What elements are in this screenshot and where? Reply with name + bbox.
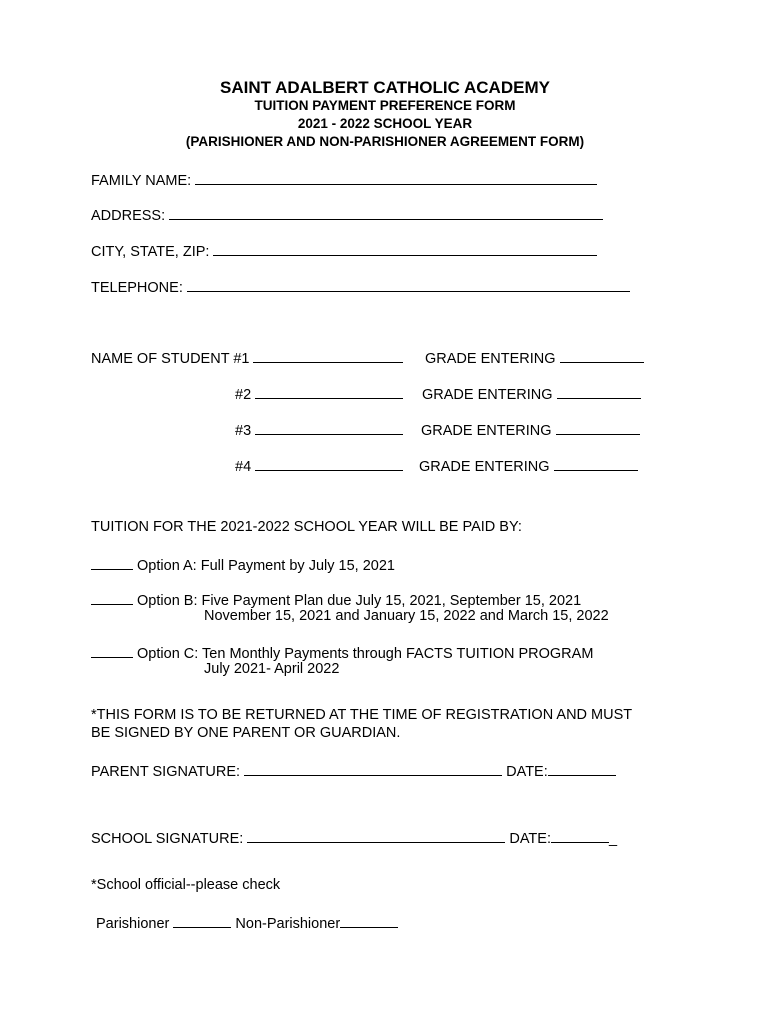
school-year: 2021 - 2022 SCHOOL YEAR (297, 116, 473, 131)
grade4-label: GRADE ENTERING (419, 459, 550, 475)
student2-field[interactable] (255, 384, 403, 399)
grade1-label: GRADE ENTERING (425, 351, 556, 367)
address-label: ADDRESS: (91, 208, 166, 224)
student1-label: NAME OF STUDENT #1 (91, 351, 250, 367)
option-c-label: Option C: Ten Monthly Payments through FACTS TUITION PROGRAM (137, 646, 594, 662)
agreement-type: (PARISHIONER AND NON-PARISHIONER AGREEMENT FORM) (185, 134, 585, 149)
option-b-check[interactable] (91, 590, 133, 605)
option-c-row (91, 643, 593, 662)
student3-row (235, 420, 403, 439)
option-a-row (91, 555, 395, 574)
grade4-row (419, 456, 638, 475)
form-subtitle: TUITION PAYMENT PREFERENCE FORM (254, 98, 516, 113)
school-signature-row (91, 828, 617, 847)
grade3-field[interactable] (556, 420, 640, 435)
non-parishioner-label: Non-Parishioner (235, 916, 341, 932)
parent-date-label: DATE: (506, 764, 548, 780)
option-a-check[interactable] (91, 555, 133, 570)
telephone-row (91, 277, 630, 296)
student3-label: #3 (235, 423, 252, 439)
student2-row (235, 384, 403, 403)
student1-row (91, 348, 403, 367)
grade2-label: GRADE ENTERING (422, 387, 553, 403)
form-title: SAINT ADALBERT CATHOLIC ACADEMY (220, 78, 550, 97)
option-b-label: Option B: Five Payment Plan due July 15, 2021, September 15, 2021 (137, 593, 582, 609)
student2-label: #2 (235, 387, 252, 403)
parent-signature-label: PARENT SIGNATURE: (91, 764, 241, 780)
address-row (91, 205, 603, 224)
city-field[interactable] (213, 241, 597, 256)
family-name-row (91, 170, 597, 189)
grade3-label: GRADE ENTERING (421, 423, 552, 439)
school-signature-field[interactable] (247, 828, 505, 843)
non-parishioner-check[interactable] (340, 913, 398, 928)
grade2-field[interactable] (557, 384, 641, 399)
option-a-label: Option A: Full Payment by July 15, 2021 (137, 558, 395, 574)
option-c-check[interactable] (91, 643, 133, 658)
parent-signature-row (91, 761, 616, 780)
family-name-label: FAMILY NAME: (91, 173, 192, 189)
school-date-label: DATE: (509, 831, 551, 847)
option-c-continuation: July 2021- April 2022 (204, 661, 340, 677)
grade2-row (422, 384, 641, 403)
parent-signature-field[interactable] (244, 761, 502, 776)
address-field[interactable] (169, 205, 603, 220)
student3-field[interactable] (255, 420, 403, 435)
grade3-row (421, 420, 640, 439)
official-note: *School official--please check (91, 877, 281, 893)
parent-date-field[interactable] (548, 761, 616, 776)
school-date-suffix: _ (608, 831, 618, 847)
family-name-field[interactable] (195, 170, 597, 185)
grade1-field[interactable] (560, 348, 644, 363)
tuition-heading: TUITION FOR THE 2021-2022 SCHOOL YEAR WILL BE PAID BY: (91, 519, 522, 535)
return-notice-line2: BE SIGNED BY ONE PARENT OR GUARDIAN. (91, 725, 401, 741)
parishioner-label: Parishioner (96, 916, 170, 932)
student1-field[interactable] (253, 348, 403, 363)
city-row (91, 241, 597, 260)
telephone-field[interactable] (187, 277, 630, 292)
telephone-label: TELEPHONE: (91, 280, 183, 296)
student4-row (235, 456, 403, 475)
return-notice-line1: *THIS FORM IS TO BE RETURNED AT THE TIME OF REGISTRATION AND MUST (91, 707, 633, 723)
student4-field[interactable] (255, 456, 403, 471)
grade4-field[interactable] (554, 456, 638, 471)
option-b-row (91, 590, 581, 609)
parishioner-row (96, 913, 398, 932)
city-label: CITY, STATE, ZIP: (91, 244, 210, 260)
school-date-field[interactable] (551, 828, 609, 843)
school-signature-label: SCHOOL SIGNATURE: (91, 831, 244, 847)
parishioner-check[interactable] (173, 913, 231, 928)
student4-label: #4 (235, 459, 252, 475)
grade1-row (425, 348, 644, 367)
option-b-continuation: November 15, 2021 and January 15, 2022 and March 15, 2022 (204, 608, 609, 624)
